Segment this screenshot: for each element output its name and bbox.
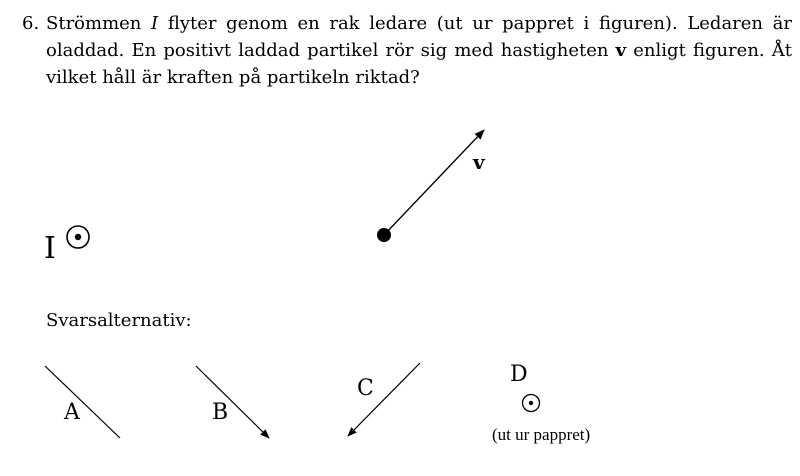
- current-out-of-page-icon: [67, 226, 89, 248]
- option-a-arrow: [45, 366, 120, 438]
- current-label: I: [44, 231, 56, 266]
- question-text-part-2: flyter genom en rak ledare (ut ur pappret i figuren). Ledaren är oladdad. En positivt laddad partikel rör sig med hastigheten: [46, 13, 793, 61]
- option-d-caption: (ut ur pappret): [492, 425, 591, 444]
- question-number: 6.: [22, 13, 40, 34]
- current-variable: I: [151, 13, 159, 34]
- option-a-label: A: [64, 400, 80, 425]
- velocity-vector-arrow: [384, 130, 484, 235]
- option-d-out-of-page-icon: [523, 395, 540, 412]
- option-b-arrow: [196, 366, 269, 438]
- option-c-label: C: [357, 376, 374, 401]
- answers-heading: Svarsalternativ:: [46, 310, 192, 331]
- option-b-label: B: [212, 400, 229, 425]
- option-d-label: D: [510, 362, 528, 387]
- velocity-variable: v: [615, 40, 627, 61]
- question-text-part-3: enligt figuren. Åt vilket håll är kraften på partikeln riktad?: [46, 40, 793, 88]
- question-text-part-1: Strömmen: [46, 13, 152, 34]
- velocity-label: v: [473, 150, 485, 174]
